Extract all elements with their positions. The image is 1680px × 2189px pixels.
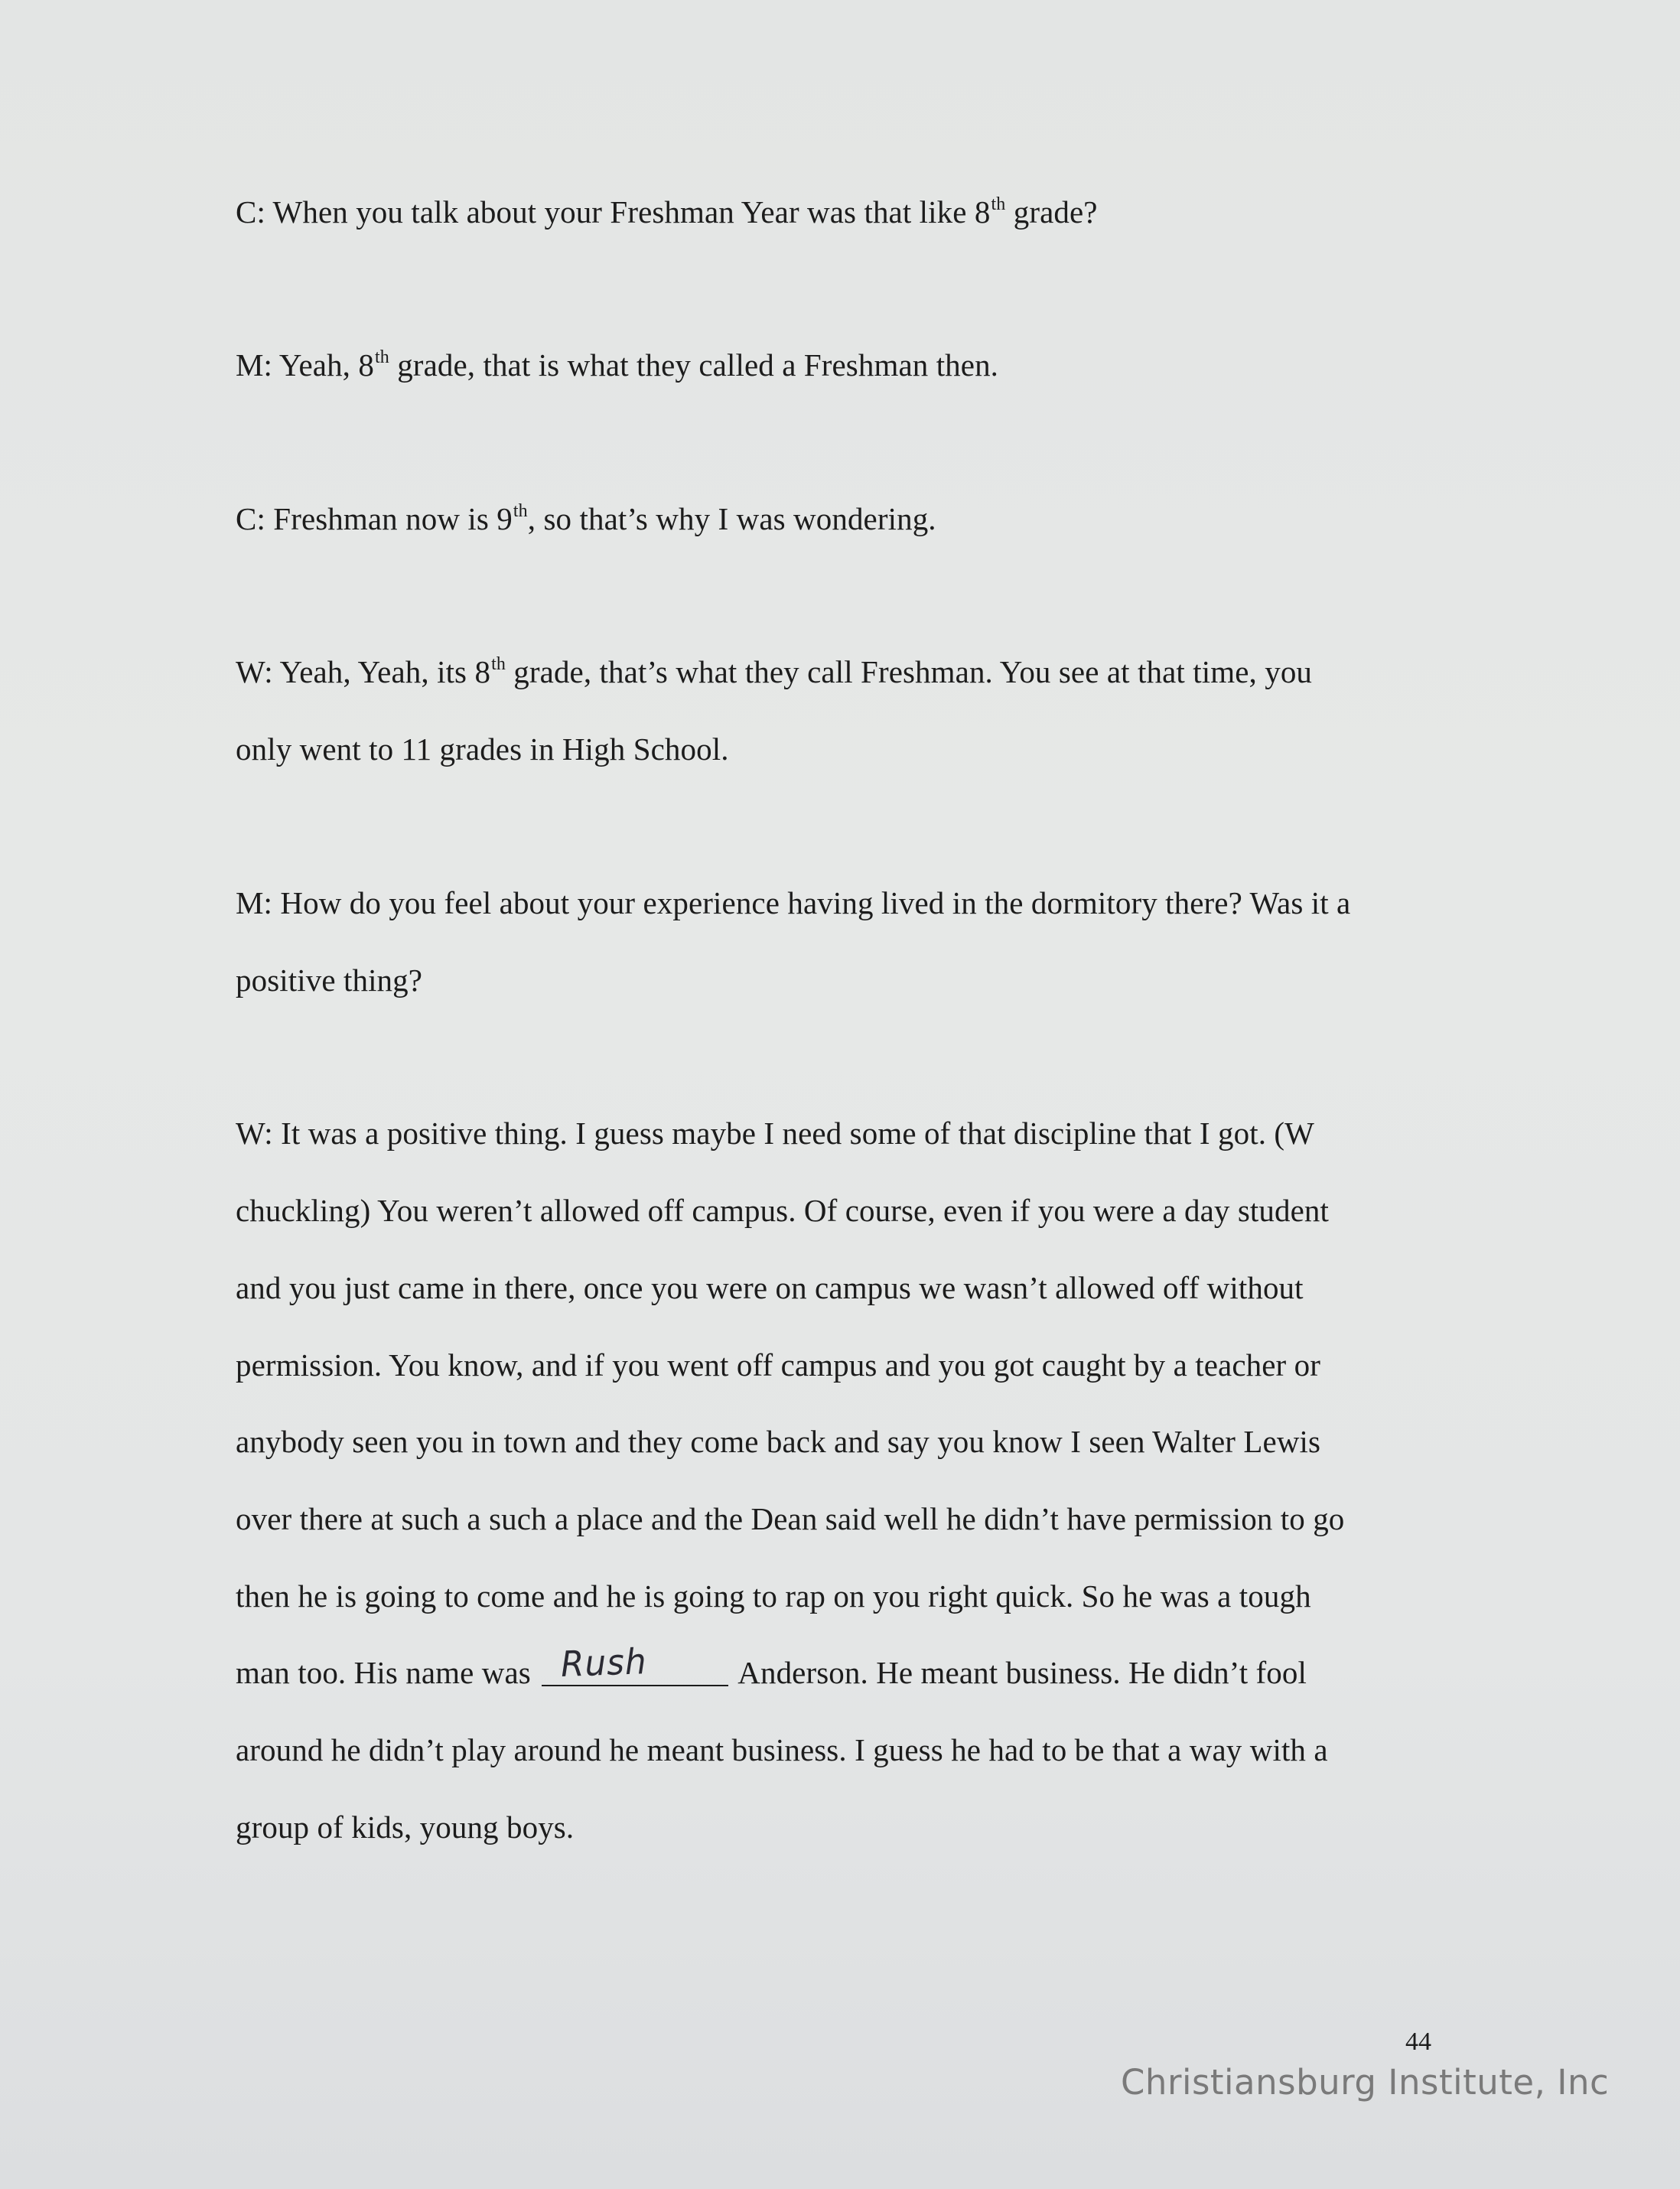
transcript-line [236,1191,1329,1230]
transcript-line [236,1346,1320,1384]
transcript-line [236,653,1312,691]
transcript-line [236,1577,1311,1615]
line-text: permission. You know, and if you went off campus and you got caught by a teacher or [236,1347,1320,1383]
line-text: then he is going to come and he is going to rap on you right quick. So he was a tough [236,1578,1311,1614]
transcript-line [236,730,729,768]
ordinal-superscript: th [491,654,506,674]
transcript-line [236,1422,1320,1461]
line-text: W: Yeah, Yeah, its 8 [236,654,491,689]
handwritten-name: Rush [560,1640,648,1685]
transcript-line [236,1731,1328,1769]
ordinal-superscript: th [991,194,1006,214]
line-text: grade? [1005,194,1098,230]
transcript-line [236,500,936,538]
transcript-line [236,1808,574,1846]
name-blank [542,1640,728,1686]
transcript-line [236,1640,1307,1692]
watermark: Christiansburg Institute, Inc [1121,2062,1610,2103]
line-text: , so that’s why I was wondering. [527,501,936,536]
page-number: 44 [1405,2028,1431,2056]
line-text: and you just came in there, once you were on campus we wasn’t allowed off without [236,1270,1304,1305]
ordinal-superscript: th [513,501,528,521]
ordinal-superscript: th [374,347,389,367]
line-text: only went to 11 grades in High School. [236,731,729,767]
transcript-line [236,1114,1314,1152]
transcript-line [236,961,422,999]
line-text: positive thing? [236,963,423,998]
line-text: C: When you talk about your Freshman Year was that like 8 [236,194,991,230]
transcript-line [236,1500,1344,1538]
line-text: M: Yeah, 8 [236,347,374,383]
line-text: grade, that is what they called a Freshman then. [389,347,999,383]
transcript-line [236,1269,1304,1307]
transcript-line [236,346,998,384]
line-text: Anderson. He meant business. He didn’t fool [731,1655,1307,1690]
line-text: around he didn’t play around he meant business. I guess he had to be that a way with a [236,1732,1328,1767]
line-text: man too. His name was [236,1655,539,1690]
line-text: group of kids, young boys. [236,1810,575,1845]
line-text: grade, that’s what they call Freshman. You see at that time, you [505,654,1313,689]
line-text: W: It was a positive thing. I guess maybe I need some of that discipline that I got. (W [236,1116,1314,1151]
line-text: chuckling) You weren’t allowed off campus. Of course, even if you were a day student [236,1193,1329,1228]
line-text: anybody seen you in town and they come back and say you know I seen Walter Lewis [236,1424,1321,1459]
line-text: over there at such a such a place and the Dean said well he didn’t have permission to go [236,1501,1345,1536]
line-text: M: How do you feel about your experience having lived in the dormitory there? Was it a [236,885,1351,920]
line-text: C: Freshman now is 9 [236,501,513,536]
transcript-line [236,193,1098,231]
transcript-line [236,884,1350,922]
